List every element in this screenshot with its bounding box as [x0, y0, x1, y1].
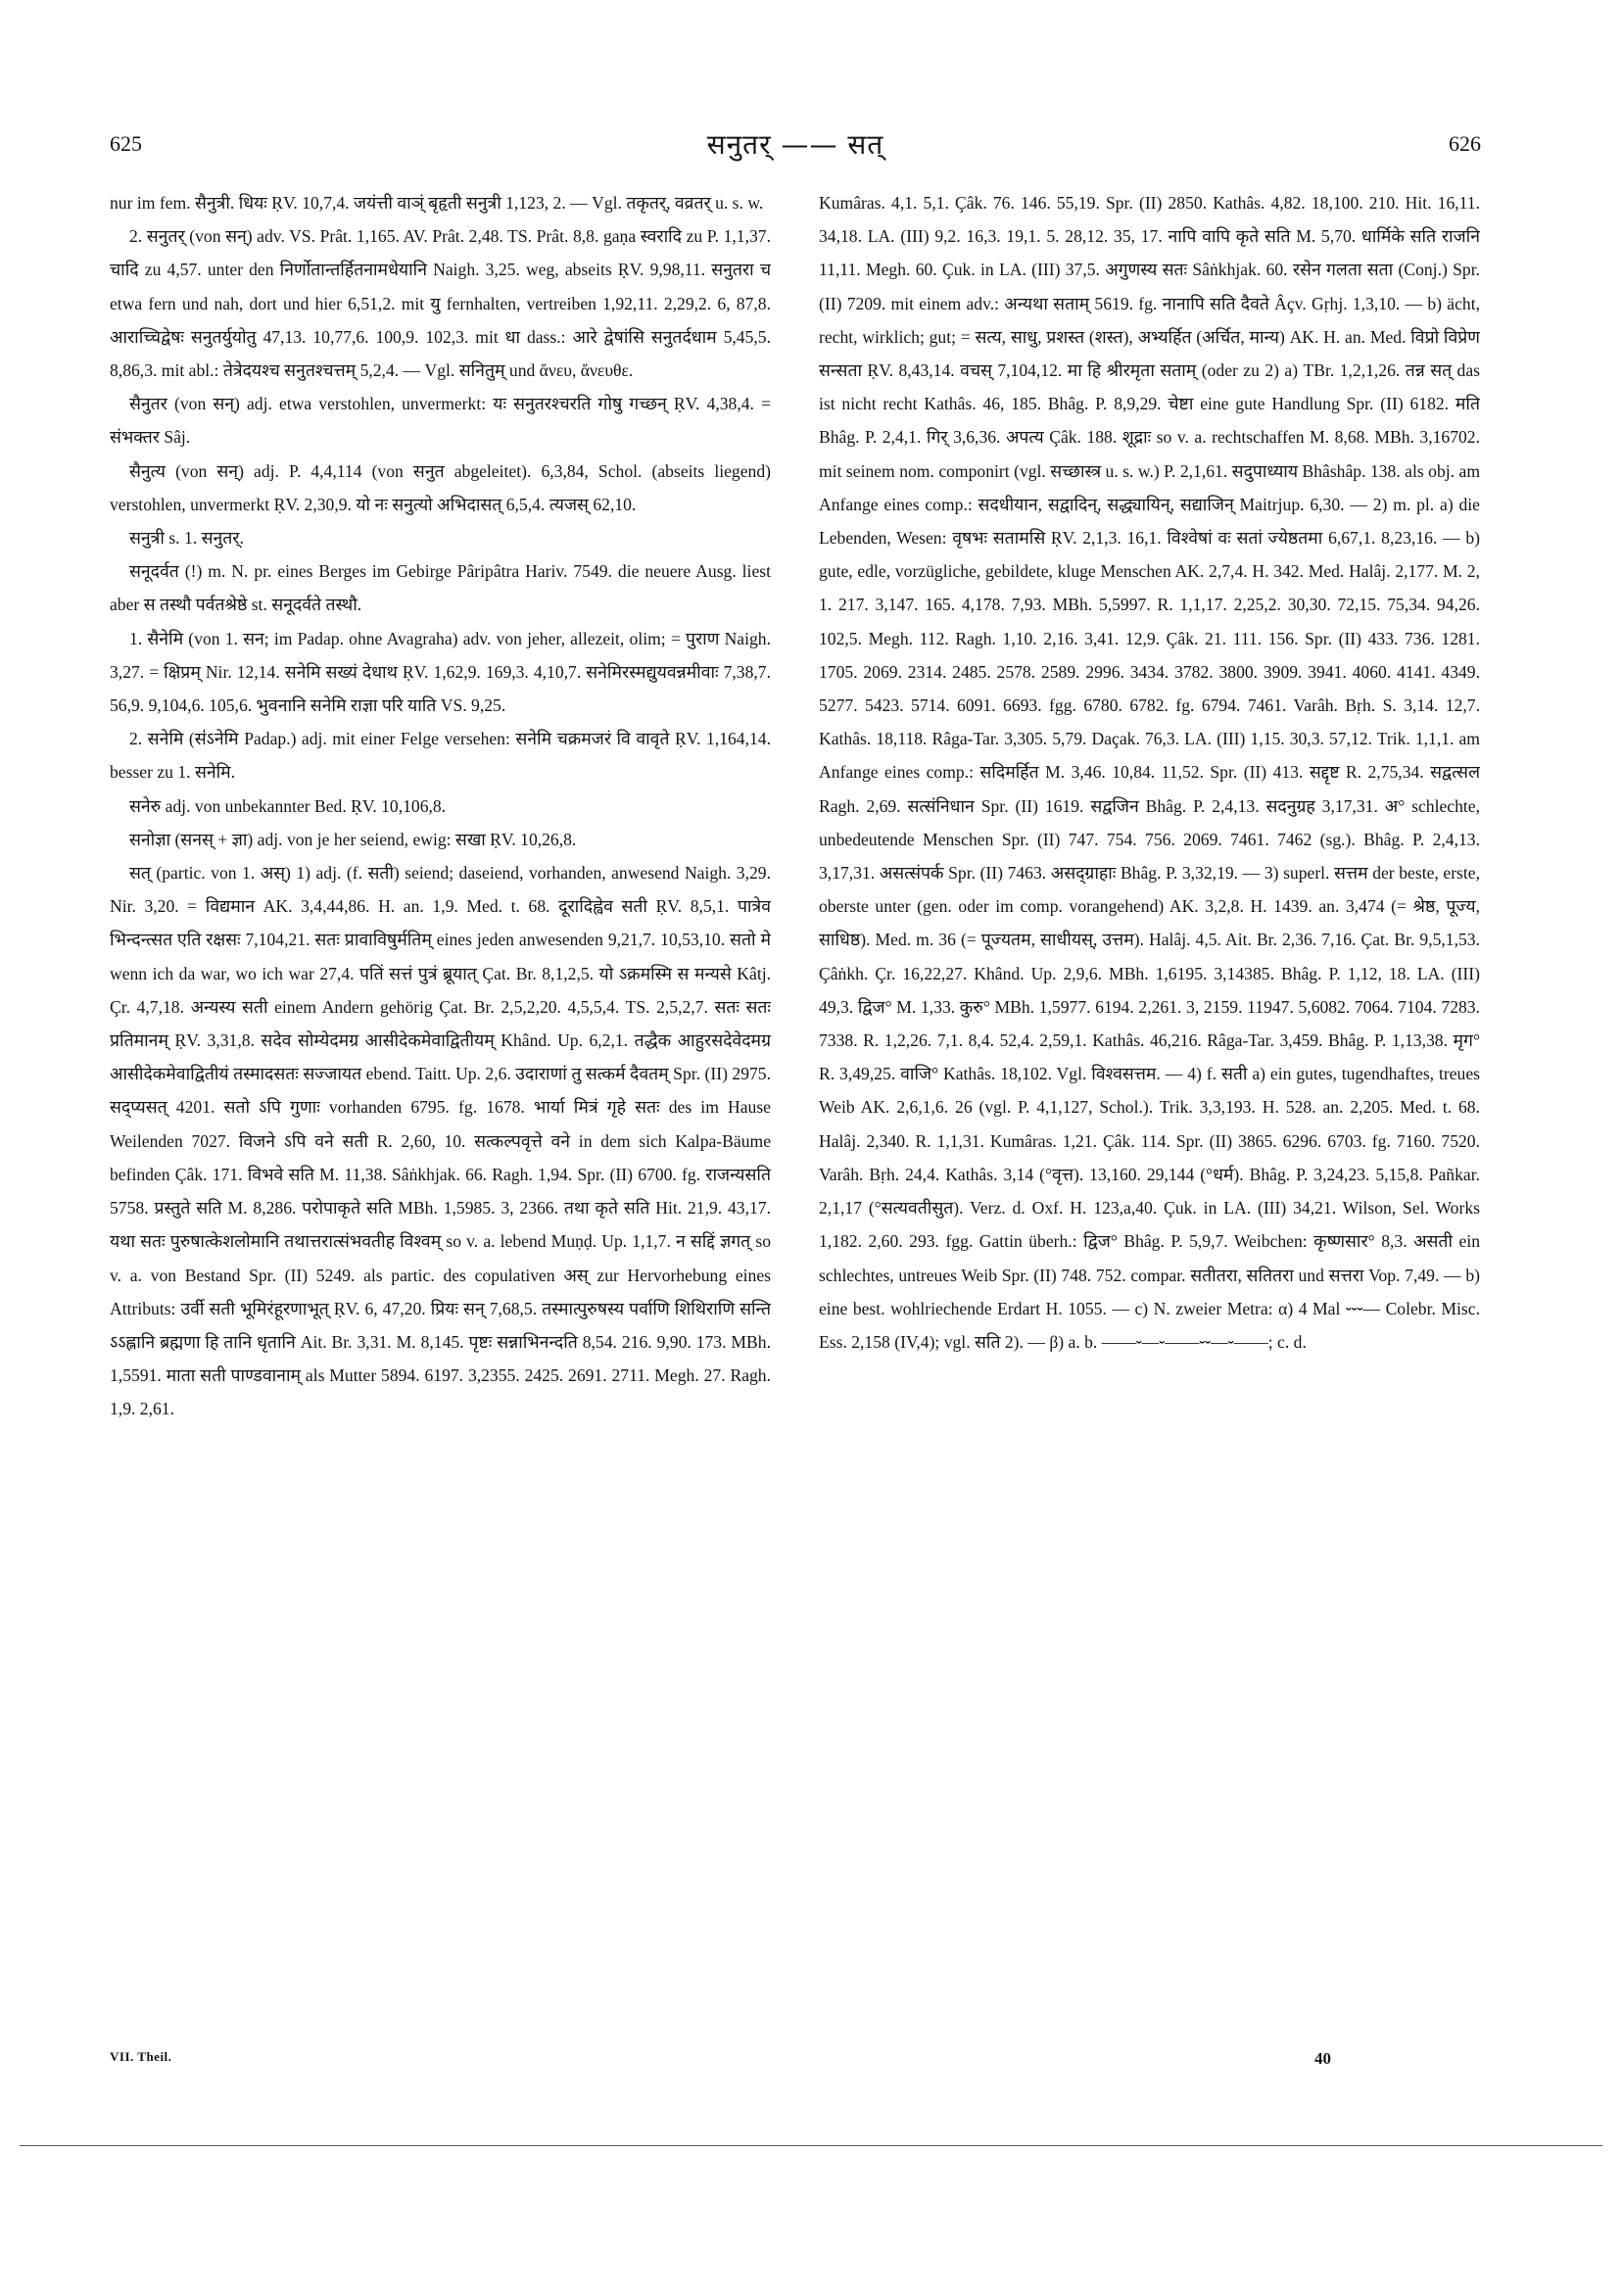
entry-paragraph: सत् (partic. von 1. अस्) 1) adj. (f. सती) seiend; daseiend, vorhanden, anwesend Naigh. 3,29. Nir. 3,20. = विद्यमान AK. 3,4,44,86. H. an. 1,9. Med. t. 68. दूरादिह्वेव सती ṚV. 8,5,1. पात्रेव भिन्दन्त्सत एति रक्षसः 7,104,21. सतः प्रावाविषुर्मतिम् eines jeden anwesenden 9,21,7. 10,53,10. सतो मे wenn ich da war, wo ich war 27,4. पतिं सत्तं पुत्रं ब्रूयात् Çat. Br. 8,1,2,5. यो ऽक्रमस्मि स मन्यसे Kâtj. Çr. 4,7,18. अन्यस्य सती einem Andern gehörig Çat. Br. 2,5,2,20. 4,5,5,4. TS. 2,5,2,7. सतः सतः प्रतिमानम् ṚV. 3,31,8. सदेव सोम्येदमग्र आसीदेकमेवाद्वितीयम् Khând. Up. 6,2,1. तद्धैक आहुरसदेवेदमग्र आसीदेकमेवाद्वितीयं तस्मादसतः सज्जायत ebend. Taitt. Up. 2,6. उदाराणां तु सत्कर्म दैवतम् Spr. (II) 2975. सद्प्यसत् 4201. सतो ऽपि गुणाः vorhanden 6795. fg. 1678. भार्या मित्रं गृहे सतः des im Hause Weilenden 7027. विजने ऽपि वने सती R. 2,60, 10. सत्कल्पवृत्ते वने in dem sich Kalpa-Bäume befinden Çâk. 171. विभवे सति M. 11,38. Sâṅkhjak. 66. Ragh. 1,94. Spr. (II) 6700. fg. राजन्यसति 5758. प्रस्तुते सति M. 8,286. परोपाकृते सति MBh. 1,5985. 3, 2366. तथा कृते सति Hit. 21,9. 43,17. यथा सतः पुरुषात्केशलोमानि तथात्तरात्संभवतीह विश्वम् so v. a. lebend Muṇḍ. Up. 1,1,7. न सद्दिं ज्ञगत् so v. a. von Bestand Spr. (II) 5249. als partic. des copulativen अस् zur Hervorhebung eines Attributs: उर्वी सती भूमिरंहूरणाभूत् ṚV. 6, 47,20. प्रियः सन् 7,68,5. तस्मात्पुरुषस्य पर्वाणि शिथिराणि सन्ति ऽऽह्लानि ब्रह्मणा हि तानि धृतानि Ait. Br. 3,31. M. 8,145. पृष्टः सन्नाभिनन्दति 8,54. 216. 9,90. 173. MBh. 1,5591. माता सती पाण्डवानाम् als Mutter 5894. 6197. 3,2355. 2425. 2691. 2711. Megh. 27. Ragh. 1,9. 2,61.	[110, 863, 771, 1419]
volume-signature: VII. Theil.	[110, 2049, 172, 2064]
entry-paragraph: 2. सनुतर् (von सन्) adv. VS. Prât. 1,165. AV. Prât. 2,48. TS. Prât. 8,8. gaṇa स्वरादि zu P. 1,1,37. चादि zu 4,57. unter den निर्णोतान्तर्हितनामधेयानि Naigh. 3,25. weg, abseits ṚV. 9,98,11. सनुतरा च etwa fern und nah, dort und hier 6,51,2. mit यु fernhalten, vertreiben 1,92,11. 2,29,2. 6, 87,8. आराच्चिद्वेषः सनुतर्युयोतु 47,13. 10,77,6. 100,9. 102,3. mit धा dass.: आरे द्वेषांसि सनुतर्दधाम 5,45,5. 8,86,3. mit abl.: तेत्रेदयश्च सनुतश्चत्तम् 5,2,4. — Vgl. सनितुम् und ἄνευ, ἄνευθε.	[110, 226, 771, 381]
entry-paragraph: 2. सनेमि (स॑ऽनेमि Padap.) adj. mit einer Felge versehen: सनेमि चक्रमजरं वि वावृते ṚV. 1,164,14. besser zu 1. सनेमि.	[110, 729, 771, 783]
entry-paragraph: सैनुतर (von सन्) adj. etwa verstohlen, unvermerkt: यः सनुतरश्चरति गोषु गच्छन् ṚV. 4,38,4. = संभक्तर Sâj.	[110, 394, 771, 448]
right-column	[819, 186, 1480, 2028]
entry-paragraph: सनूदर्वत (!) m. N. pr. eines Berges im Gebirge Pâripâtra Hariv. 7549. die neuere Ausg. liest aber स तस्थौ पर्वतश्रेष्ठे st. सनूदर्वते तस्थौ.	[110, 561, 771, 615]
entry-paragraph: Kumâras. 4,1. 5,1. Çâk. 76. 146. 55,19. Spr. (II) 2850. Kathâs. 4,82. 18,100. 210. Hit. 16,11. 34,18. LA. (III) 9,2. 16,3. 19,1. 5. 28,12. 35, 17. नापि वापि कृते सति M. 5,70. धार्मिके सति राजनि 11,11. Megh. 60. Çuk. in LA. (III) 37,5. अगुणस्य सतः Sâṅkhjak. 60. रसेन गलता सता (Conj.) Spr. (II) 7209. mit einem adv.: अन्यथा सताम् 5619. fg. नानापि सति दैवते Âçv. Gṛhj. 1,3,10. — b) ächt, recht, wirklich; gut; = सत्य, साधु, प्रशस्त (शस्त), अभ्यर्हित (अर्चित, मान्य) AK. H. an. Med. विप्रो विप्रेण सन्सता ṚV. 8,43,14. वचस् 7,104,12. मा हि श्रीरमृता सताम् (oder zu 2) a) TBr. 1,2,1,26. तन्न सत् das ist nicht recht Kathâs. 46, 185. Bhâg. P. 8,9,29. चेष्टा eine gute Handlung Spr. (II) 6182. मति Bhâg. P. 2,4,1. गिर् 3,6,36. अपत्य Çâk. 188. शूद्राः so v. a. rechtschaffen M. 8,68. MBh. 3,16702. mit seinem nom. componirt (vgl. सच्छास्त्र u. s. w.) P. 2,1,61. सदुपाध्याय Bhâshâp. 138. als obj. am Anfange eines comp.: सदधीयान, सद्वादिन्, सद्ध्यायिन्, सद्याजिन् Maitrjup. 6,30. — 2) m. pl. a) die Lebenden, Wesen: वृषभः सतामसि ṚV. 2,1,3. 16,1. विश्वेषां वः सतां ज्येष्ठतमा 6,67,1. 8,23,16. — b) gute, edle, vorzügliche, gebildete, kluge Menschen AK. 2,7,4. H. 342. Med. Halâj. 2,177. M. 2, 1. 217. 3,147. 165. 4,178. 7,93. MBh. 5,5997. R. 1,1,17. 2,25,2. 30,30. 72,15. 75,34. 94,26. 102,5. Megh. 112. Ragh. 1,10. 2,16. 3,41. 12,9. Çâk. 21. 111. 156. Spr. (II) 433. 736. 1281. 1705. 2069. 2314. 2485. 2578. 2589. 2996. 3434. 3782. 3800. 3909. 3941. 4060. 4141. 4349. 5277. 5423. 5714. 6091. 6693. fgg. 6780. 6782. fg. 6794. 7461. Varâh. Bṛh. S. 3,14. 12,7. Kathâs. 18,118. Râga-Tar. 3,305. 5,79. Daçak. 76,3. LA. (III) 1,15. 30,3. 57,12. Trik. 1,1,1. am Anfange eines comp.: सदिमर्हित M. 3,46. 10,84. 11,52. Spr. (II) 413. सद्दृष्ट R. 2,75,34. सद्वत्सल Ragh. 2,69. सत्संनिधान Spr. (II) 1619. सद्वजिन Bhâg. P. 2,4,13. सदनुग्रह 3,17,31. अ° schlechte, unbedeutende Menschen Spr. (II) 747. 754. 756. 2069. 7461. 7462 (sg.). Bhâg. P. 2,4,13. 3,17,31. असत्संपर्क Spr. (II) 7463. असद्ग्राहाः Bhâg. P. 3,32,19. — 3) superl. सत्तम der beste, erste, oberste unter (gen. oder im comp. vorangehend) AK. 3,2,8. H. 1439. an. 3,474 (= श्रेष्ठ, पूज्य, साधिष्ठ). Med. m. 36 (= पूज्यतम, साधीयस्, उत्तम). Halâj. 4,5. Ait. Br. 2,36. 7,16. Çat. Br. 9,5,1,53. Çâṅkh. Çr. 16,22,27. Khând. Up. 2,9,6. MBh. 1,6195. 3,14385. Bhâg. P. 1,12, 18. LA. (III) 49,3. द्विज° M. 1,33. कुरु° MBh. 1,5977. 6194. 2,261. 3, 2159. 11947. 5,6082. 7064. 7104. 7283. 7338. R. 1,2,26. 7,1. 8,4. 52,4. 2,59,1. Kathâs. 46,216. Râga-Tar. 3,459. Bhâg. P. 1,13,38. मृग° R. 3,49,25. वाजि° Kathâs. 18,102. Vgl. विश्वसत्तम. — 4) f. सती a) ein gutes, tugendhaftes, treues Weib AK. 2,6,1,6. 26 (vgl. P. 4,1,127, Schol.). Trik. 3,3,193. H. 528. an. 2,205. Med. t. 68. Halâj. 2,340. R. 1,1,31. Kumâras. 1,21. Çâk. 114. Spr. (II) 3865. 6296. 6703. fg. 7160. 7520. Varâh. Bṛh. 24,4. Kathâs. 3,14 (°वृत्त). 13,160. 29,144 (°धर्म). Bhâg. P. 3,24,23. 5,15,8. Pañkar. 2,1,17 (°सत्यवतीसुत). Verz. d. Oxf. H. 123,a,40. Çuk. in LA. (III) 34,21. Wilson, Sel. Works 1,182. 2,60. 293. fgg. Gattin überh.: द्विज° Bhâg. P. 5,9,7. Weibchen: कृष्णसार° 8,3. असती ein schlechtes, untreues Weib Spr. (II) 748. 752. compar. सतीतरा, सतितरा und सत्तरा Vop. 7,49. — b) eine best. wohlriechende Erdart H. 1055. — c) N. zweier Metra: α) 4 Mal ⏑⏑⏑— Colebr. Misc. Ess. 2,158 (IV,4); vgl. सति 2). — β) a. b. ——⏑—⏑——⏑⏑—⏑——; c. d.	[819, 193, 1480, 1352]
entry-paragraph: सनेरु adj. von unbekannter Bed. ṚV. 10,106,8.	[129, 795, 447, 816]
headword-range: सनुतर् —— सत्	[706, 128, 884, 161]
entry-paragraph: सनोज्ञा (सनस् + ज्ञा) adj. von je her seiend, ewig: सखा ṚV. 10,26,8.	[129, 829, 577, 849]
left-column	[110, 186, 771, 2028]
page-number-left: 625	[110, 131, 142, 156]
entry-paragraph: सैनुत्य (von सन्) adj. P. 4,4,114 (von सनुत abgeleitet). 6,3,84, Schol. (abseits liegend) verstohlen, unvermerkt ṚV. 2,30,9. यो नः सनुत्यो अभिदासत् 6,5,4. त्यजस् 62,10.	[110, 460, 771, 514]
sheet-number: 40	[1314, 2049, 1331, 2068]
entry-paragraph: सनुत्री s. 1. सनुतर्.	[129, 528, 244, 549]
entry-paragraph: 1. सैनेमि (von 1. सन; im Padap. ohne Avagraha) adv. von jeher, allezeit, olim; = पुराण Naigh. 3,27. = क्षिप्रम् Nir. 12,14. सनेमि सख्यं देधाथ ṚV. 1,62,9. 169,3. 4,10,7. सनेमिरस्मद्युयवन्नमीवाः 7,38,7. 56,9. 9,104,6. 105,6. भुवनानि सनेमि राज्ञा परि याति VS. 9,25.	[110, 628, 771, 716]
running-head	[110, 125, 1481, 165]
bottom-rule	[20, 2145, 1602, 2146]
entry-paragraph: nur im fem. सैनुत्री. धियः ṚV. 10,7,4. जयंत्ती वाञ्ं बृहृती सनुत्री 1,123, 2. — Vgl. तकृतर्, वव्रतर् u. s. w.	[110, 193, 764, 213]
page-number-right: 626	[1449, 131, 1481, 156]
